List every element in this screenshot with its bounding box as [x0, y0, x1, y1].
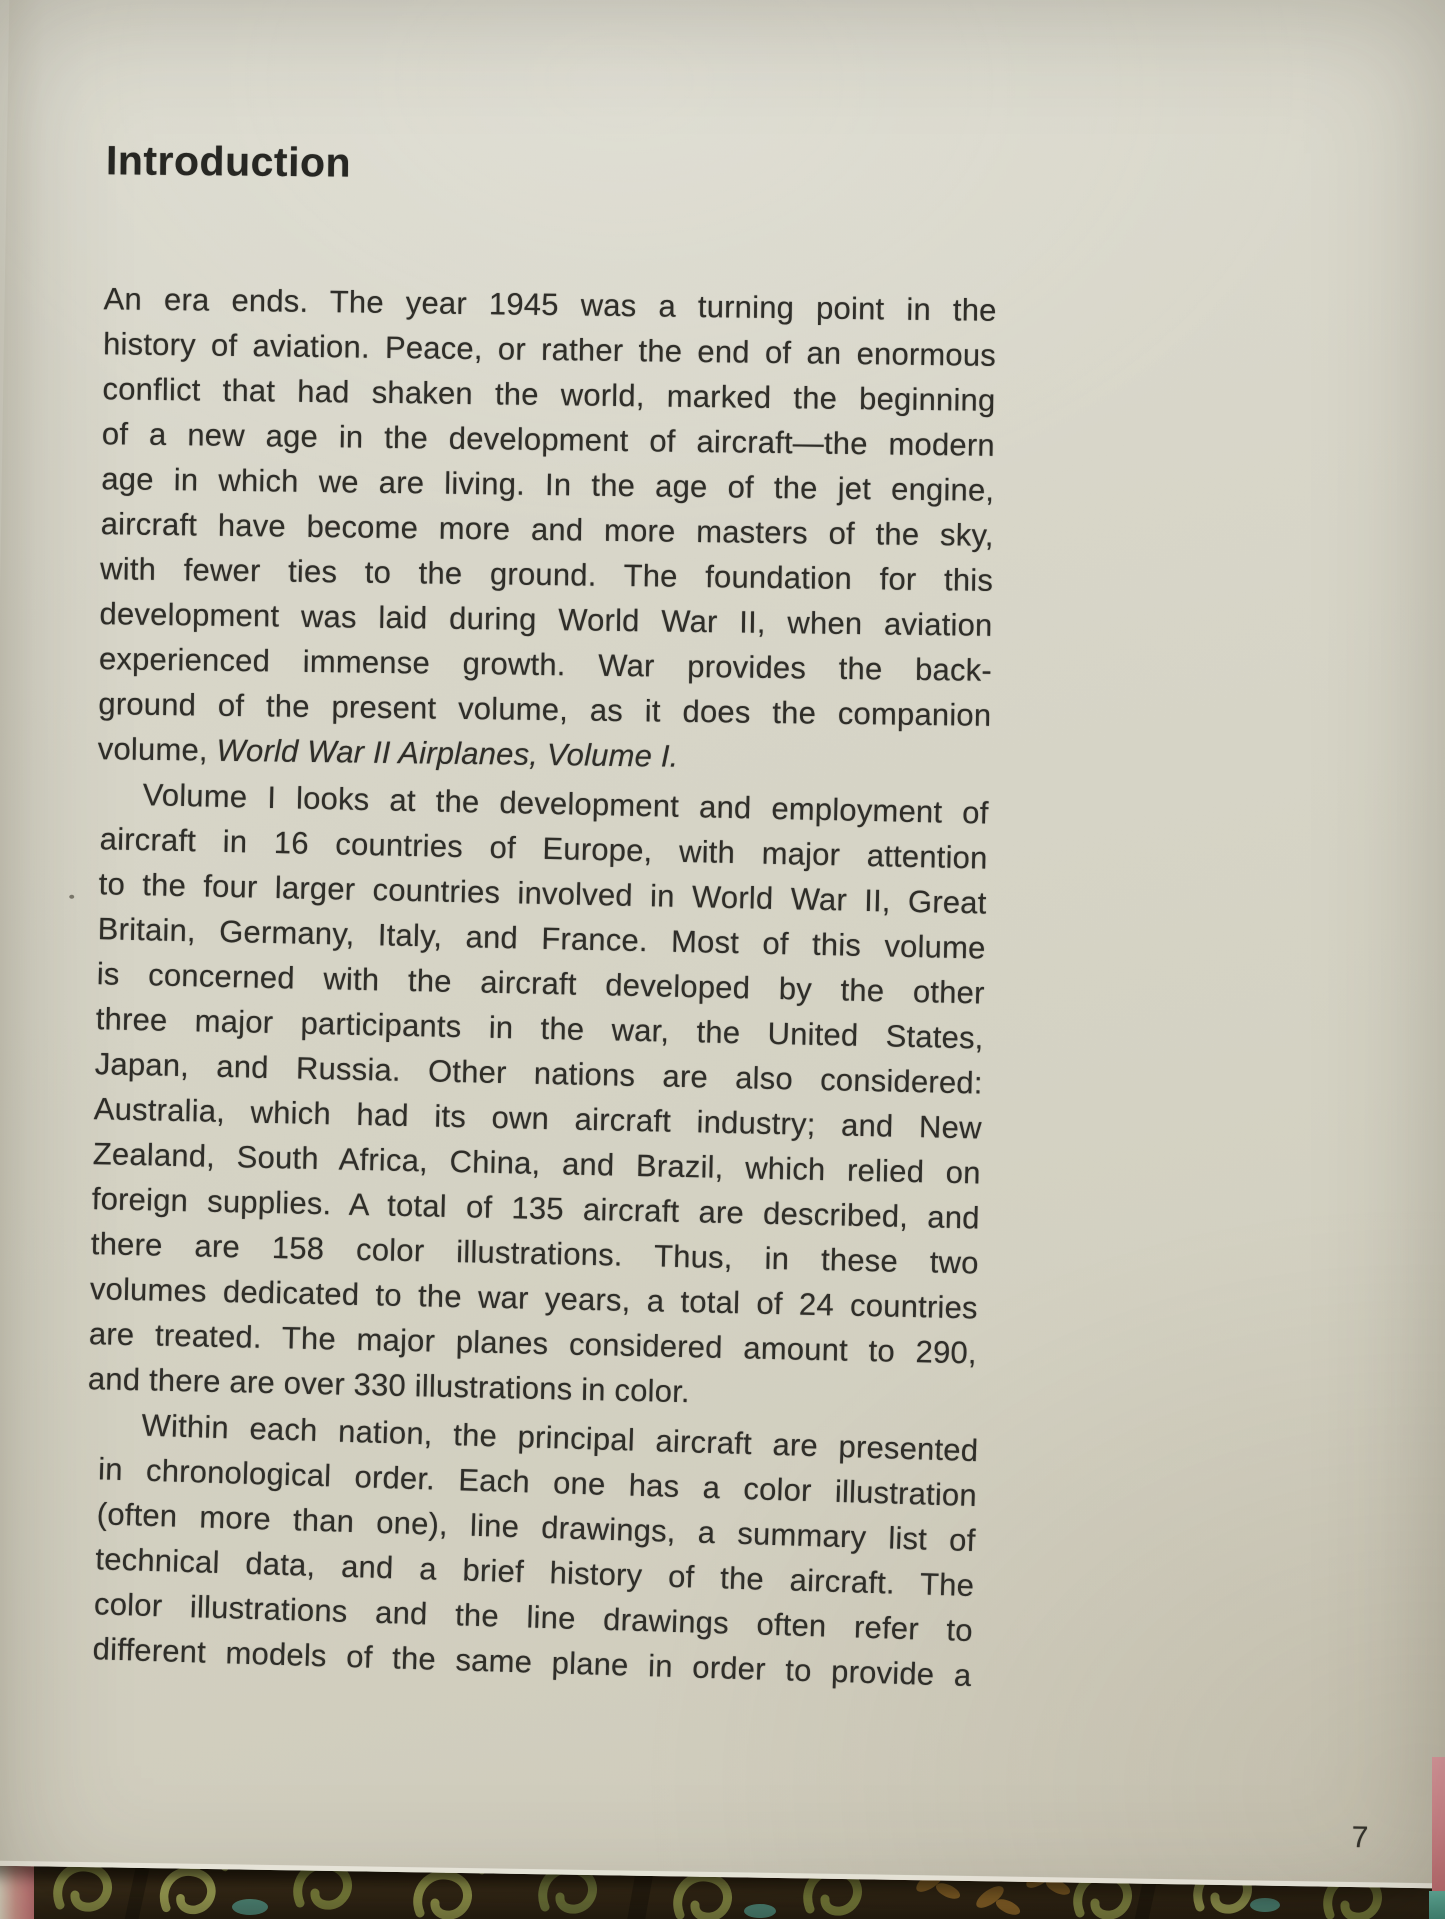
text-line: An era ends. The year 1945 was a turning point in the — [103, 281, 997, 328]
text-line: Australia, which had its own aircraft industry; and New — [93, 1091, 983, 1146]
text-line: in chronological order. Each one has a color illustration — [97, 1451, 978, 1514]
text-line: Japan, and Russia. Other nations are also considered: — [94, 1046, 984, 1101]
text-line: history of aviation. Peace, or rather the end of an enormous — [102, 326, 997, 373]
text-line: three major participants in the war, the United States, — [95, 1001, 984, 1056]
body-text — [82, 276, 997, 1694]
book-edge-pink-right — [1432, 1757, 1445, 1909]
page-title: Introduction — [105, 137, 352, 186]
book-cover-corner-teal — [1429, 1891, 1445, 1919]
text-line: volumes dedicated to the war years, a total of 24 countries — [89, 1271, 979, 1326]
text-line: volume, World War II Airplanes, Volume I. — [97, 731, 679, 774]
text-line: is concerned with the aircraft developed by the other — [96, 956, 985, 1011]
text-line: aircraft in 16 countries of Europe, with major attention — [99, 821, 988, 876]
paragraph — [98, 276, 997, 783]
text-line: Within each nation, the principal aircraft are presented — [141, 1407, 979, 1469]
text-line: ground of the present volume, as it does the companion — [98, 686, 992, 733]
book-edge-pink-left — [0, 1859, 34, 1919]
paragraph — [87, 771, 989, 1420]
text-line: different models of the same plane in order to provide a — [92, 1631, 972, 1694]
text-line: of a new age in the development of aircraft—the modern — [101, 416, 996, 463]
page-number: 7 — [1351, 1820, 1369, 1855]
text-line: foreign supplies. A total of 135 aircraft are described, and — [91, 1181, 981, 1236]
text-line: to the four larger countries involved in World War II, Great — [98, 866, 987, 921]
text-line: conflict that had shaken the world, marked the beginning — [102, 371, 996, 418]
text-line: Zealand, South Africa, China, and Brazil, which relied on — [92, 1136, 982, 1191]
text-line: technical data, and a brief history of the aircraft. The — [94, 1541, 975, 1604]
text-line: aircraft have become more and more masters of the sky, — [100, 506, 994, 553]
text-line: with fewer ties to the ground. The foundation for this — [99, 551, 994, 598]
text-line: Britain, Germany, Italy, and France. Most of this volume — [97, 911, 986, 966]
paper-speck — [69, 895, 74, 899]
text-line: Volume I looks at the development and employment of — [142, 777, 989, 831]
paragraph — [92, 1401, 979, 1698]
text-line: development was laid during World War II, when aviation — [99, 596, 993, 643]
text-line: age in which we are living. In the age of the jet engine, — [101, 461, 995, 508]
text-line: there are 158 color illustrations. Thus, in these two — [90, 1226, 980, 1281]
text-column — [82, 137, 999, 1694]
text-line: color illustrations and the line drawings often refer to — [93, 1586, 974, 1649]
text-line: are treated. The major planes considered amount to 290, — [88, 1316, 978, 1371]
text-line: and there are over 330 illustrations in color. — [87, 1361, 691, 1410]
text-line: experienced immense growth. War provides the back- — [98, 641, 993, 688]
text-line: (often more than one), line drawings, a summary list of — [96, 1496, 977, 1559]
